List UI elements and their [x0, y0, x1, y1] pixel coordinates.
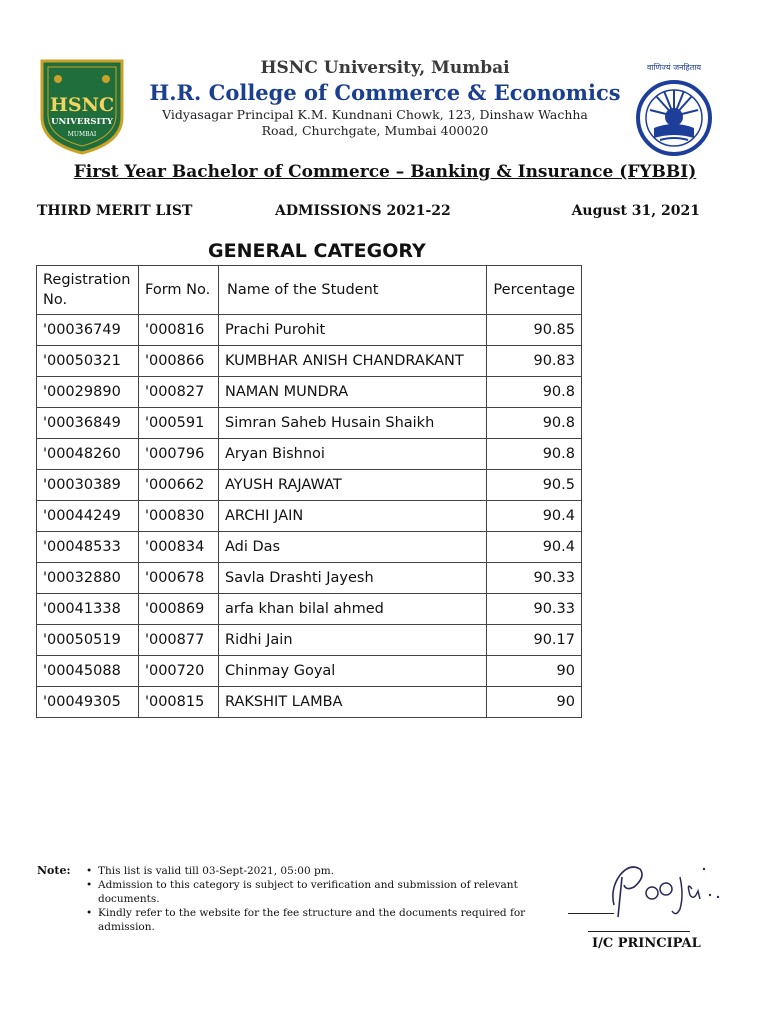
student-name: Ridhi Jain	[219, 625, 487, 656]
principal-title: I/C PRINCIPAL	[592, 936, 701, 951]
form-no: '000816	[139, 315, 219, 346]
percentage: 90.8	[487, 408, 582, 439]
student-name: arfa khan bilal ahmed	[219, 594, 487, 625]
form-no: '000796	[139, 439, 219, 470]
registration-no: '00036749	[37, 315, 139, 346]
header-form: Form No.	[139, 266, 219, 315]
signature-line	[588, 931, 690, 932]
form-no: '000830	[139, 501, 219, 532]
table-row	[37, 625, 582, 656]
principal-signature	[600, 855, 730, 930]
form-no: '000877	[139, 625, 219, 656]
merit-list-table	[36, 265, 582, 718]
form-no: '000720	[139, 656, 219, 687]
registration-no: '00048260	[37, 439, 139, 470]
percentage: 90	[487, 687, 582, 718]
course-title: First Year Bachelor of Commerce – Banking & Insurance (FYBBI)	[73, 162, 697, 182]
form-no: '000591	[139, 408, 219, 439]
note-label: Note:	[37, 864, 71, 877]
table-row	[37, 594, 582, 625]
form-no: '000834	[139, 532, 219, 563]
percentage: 90.17	[487, 625, 582, 656]
percentage: 90.5	[487, 470, 582, 501]
table-row	[37, 563, 582, 594]
student-name: NAMAN MUNDRA	[219, 377, 487, 408]
admissions-year: ADMISSIONS 2021-22	[275, 203, 451, 219]
percentage: 90.83	[487, 346, 582, 377]
header-name: Name of the Student	[219, 266, 487, 315]
table-row	[37, 346, 582, 377]
form-no: '000678	[139, 563, 219, 594]
percentage: 90.85	[487, 315, 582, 346]
table-header-row	[37, 266, 582, 315]
student-name: Aryan Bishnoi	[219, 439, 487, 470]
form-no: '000815	[139, 687, 219, 718]
registration-no: '00050519	[37, 625, 139, 656]
percentage: 90.4	[487, 532, 582, 563]
student-name: Adi Das	[219, 532, 487, 563]
table-row	[37, 315, 582, 346]
note-item: • This list is valid till 03-Sept-2021, 05:00 pm.	[84, 864, 544, 878]
table-row	[37, 377, 582, 408]
form-no: '000662	[139, 470, 219, 501]
note-item: • Admission to this category is subject to verification and submission of relevant documents.	[84, 878, 544, 906]
student-name: Prachi Purohit	[219, 315, 487, 346]
student-name: Simran Saheb Husain Shaikh	[219, 408, 487, 439]
table-row	[37, 408, 582, 439]
registration-no: '00050321	[37, 346, 139, 377]
percentage: 90.33	[487, 594, 582, 625]
list-date: August 31, 2021	[571, 203, 700, 219]
registration-no: '00030389	[37, 470, 139, 501]
student-name: AYUSH RAJAWAT	[219, 470, 487, 501]
college-address: Vidyasagar Principal K.M. Kundnani Chowk, 123, Dinshaw Wachha Road, Churchgate, Mumbai 400020	[162, 107, 588, 138]
registration-no: '00041338	[37, 594, 139, 625]
registration-no: '00029890	[37, 377, 139, 408]
svg-text:HSNC: HSNC	[49, 94, 115, 116]
registration-no: '00032880	[37, 563, 139, 594]
student-name: KUMBHAR ANISH CHANDRAKANT	[219, 346, 487, 377]
category-heading: GENERAL CATEGORY	[208, 240, 426, 262]
svg-text:MUMBAI: MUMBAI	[67, 131, 97, 138]
header-registration: Registration No.	[37, 266, 139, 315]
table-row	[37, 470, 582, 501]
form-no: '000827	[139, 377, 219, 408]
table-row	[37, 439, 582, 470]
signature-line-short	[568, 913, 614, 914]
student-name: ARCHI JAIN	[219, 501, 487, 532]
form-no: '000869	[139, 594, 219, 625]
student-name: Savla Drashti Jayesh	[219, 563, 487, 594]
percentage: 90.8	[487, 439, 582, 470]
table-row	[37, 501, 582, 532]
merit-list-label: THIRD MERIT LIST	[37, 203, 193, 219]
table-row	[37, 656, 582, 687]
registration-no: '00044249	[37, 501, 139, 532]
svg-text:वाणिज्यं जनहिताय: वाणिज्यं जनहिताय	[646, 63, 702, 72]
percentage: 90.33	[487, 563, 582, 594]
note-list	[84, 864, 544, 934]
student-name: Chinmay Goyal	[219, 656, 487, 687]
percentage: 90.4	[487, 501, 582, 532]
registration-no: '00049305	[37, 687, 139, 718]
table-row	[37, 687, 582, 718]
registration-no: '00048533	[37, 532, 139, 563]
table-row	[37, 532, 582, 563]
form-no: '000866	[139, 346, 219, 377]
svg-text:UNIVERSITY: UNIVERSITY	[51, 117, 113, 127]
percentage: 90.8	[487, 377, 582, 408]
note-item: • Kindly refer to the website for the fee structure and the documents required for admission.	[84, 906, 544, 934]
registration-no: '00045088	[37, 656, 139, 687]
student-name: RAKSHIT LAMBA	[219, 687, 487, 718]
percentage: 90	[487, 656, 582, 687]
college-name: H.R. College of Commerce & Economics	[149, 80, 621, 105]
registration-no: '00036849	[37, 408, 139, 439]
university-name: HSNC University, Mumbai	[260, 58, 510, 78]
header-percentage: Percentage	[487, 266, 582, 315]
